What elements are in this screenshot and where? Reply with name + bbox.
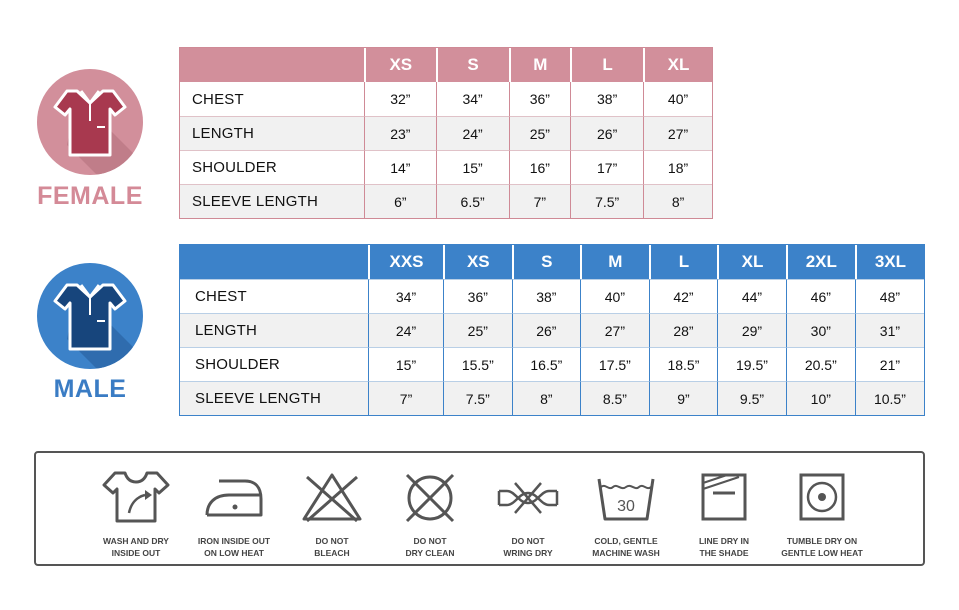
cell: 25”	[443, 313, 512, 347]
male-size-xs: XS	[443, 245, 512, 279]
cell: 8.5”	[580, 381, 649, 415]
cell: 8”	[643, 184, 712, 218]
cell: 46”	[786, 279, 855, 313]
cell: 27”	[643, 116, 712, 150]
male-badge	[37, 263, 143, 369]
cell: 7”	[509, 184, 571, 218]
polo-shirt-icon	[37, 263, 143, 369]
cell: 19.5”	[717, 347, 786, 381]
male-size-s: S	[512, 245, 581, 279]
row-label: SLEEVE LENGTH	[180, 184, 364, 218]
cell: 27”	[580, 313, 649, 347]
row-label: LENGTH	[180, 313, 368, 347]
cell: 42”	[649, 279, 718, 313]
cell: 30”	[786, 313, 855, 347]
line-dry-shade-icon	[689, 469, 759, 525]
female-size-m: M	[509, 48, 571, 82]
care-item-line-dry-shade	[676, 469, 772, 559]
male-label: MALE	[53, 375, 127, 403]
male-row-chest	[180, 279, 924, 313]
cell: 40”	[643, 82, 712, 116]
male-header-row	[180, 245, 924, 279]
tumble-dry-low-icon	[787, 469, 857, 525]
male-row-length	[180, 313, 924, 347]
row-label: SHOULDER	[180, 150, 364, 184]
male-size-table	[179, 244, 925, 416]
iron-low-heat-icon	[199, 469, 269, 525]
care-item-no-wring	[480, 469, 576, 559]
care-label: IRON INSIDE OUT ON LOW HEAT	[197, 536, 271, 558]
cell: 9”	[649, 381, 718, 415]
row-label: LENGTH	[180, 116, 364, 150]
cell: 36”	[509, 82, 571, 116]
cell: 36”	[443, 279, 512, 313]
cell: 28”	[649, 313, 718, 347]
row-label: SLEEVE LENGTH	[180, 381, 368, 415]
female-corner-cell	[180, 48, 364, 82]
cell: 32”	[364, 82, 436, 116]
machine-wash-30-icon	[591, 469, 661, 525]
care-item-machine-wash	[578, 469, 674, 559]
cell: 24”	[436, 116, 509, 150]
male-size-xl: XL	[717, 245, 786, 279]
care-label: TUMBLE DRY ON GENTLE LOW HEAT	[781, 536, 863, 558]
cell: 26”	[570, 116, 643, 150]
do-not-bleach-icon	[297, 469, 367, 525]
cell: 38”	[570, 82, 643, 116]
cell: 25”	[509, 116, 571, 150]
cell: 38”	[512, 279, 581, 313]
care-label: DO NOT DRY CLEAN	[405, 536, 455, 558]
row-label: CHEST	[180, 82, 364, 116]
cell: 7.5”	[570, 184, 643, 218]
female-row-length	[180, 116, 712, 150]
row-label: SHOULDER	[180, 347, 368, 381]
male-row-sleeve-length	[180, 381, 924, 415]
cell: 44”	[717, 279, 786, 313]
care-label: WASH AND DRY INSIDE OUT	[103, 536, 169, 558]
male-size-l: L	[649, 245, 718, 279]
cell: 29”	[717, 313, 786, 347]
cell: 17”	[570, 150, 643, 184]
care-label: DO NOT BLEACH	[314, 536, 350, 558]
cell: 7.5”	[443, 381, 512, 415]
cell: 15”	[436, 150, 509, 184]
cell: 14”	[364, 150, 436, 184]
care-item-tumble-dry	[774, 469, 870, 559]
wash-inside-out-icon	[101, 469, 171, 525]
cell: 48”	[855, 279, 924, 313]
cell: 15.5”	[443, 347, 512, 381]
female-row-chest	[180, 82, 712, 116]
female-size-s: S	[436, 48, 509, 82]
care-item-iron	[186, 469, 282, 559]
cell: 8”	[512, 381, 581, 415]
cell: 34”	[368, 279, 443, 313]
care-item-wash-inside-out	[88, 469, 184, 559]
cell: 6.5”	[436, 184, 509, 218]
cell: 31”	[855, 313, 924, 347]
cell: 34”	[436, 82, 509, 116]
male-size-m: M	[580, 245, 649, 279]
cell: 21”	[855, 347, 924, 381]
cell: 23”	[364, 116, 436, 150]
male-size-3xl: 3XL	[855, 245, 924, 279]
row-label: CHEST	[180, 279, 368, 313]
care-label: DO NOT WRING DRY	[503, 536, 553, 558]
care-label: LINE DRY IN THE SHADE	[698, 536, 750, 558]
care-label: COLD, GENTLE MACHINE WASH	[592, 536, 660, 558]
male-row-shoulder	[180, 347, 924, 381]
male-corner-cell	[180, 245, 368, 279]
cell: 6”	[364, 184, 436, 218]
female-size-table	[179, 47, 713, 219]
male-size-xxs: XXS	[368, 245, 443, 279]
cell: 26”	[512, 313, 581, 347]
cell: 15”	[368, 347, 443, 381]
cell: 20.5”	[786, 347, 855, 381]
female-label: FEMALE	[37, 182, 143, 210]
care-instructions-panel	[34, 451, 925, 566]
cell: 18”	[643, 150, 712, 184]
female-size-xl: XL	[643, 48, 712, 82]
cell: 18.5”	[649, 347, 718, 381]
cell: 10.5”	[855, 381, 924, 415]
female-size-l: L	[570, 48, 643, 82]
cell: 17.5”	[580, 347, 649, 381]
female-row-sleeve-length	[180, 184, 712, 218]
female-size-xs: XS	[364, 48, 436, 82]
male-size-2xl: 2XL	[786, 245, 855, 279]
female-header-row	[180, 48, 712, 82]
do-not-dry-clean-icon	[395, 469, 465, 525]
cell: 16”	[509, 150, 571, 184]
polo-shirt-icon	[37, 69, 143, 175]
cell: 9.5”	[717, 381, 786, 415]
female-badge	[37, 69, 143, 175]
female-row-shoulder	[180, 150, 712, 184]
do-not-wring-icon	[493, 469, 563, 525]
cell: 24”	[368, 313, 443, 347]
cell: 40”	[580, 279, 649, 313]
wash-temperature: 30	[617, 498, 635, 515]
care-item-no-bleach	[284, 469, 380, 559]
cell: 16.5”	[512, 347, 581, 381]
cell: 10”	[786, 381, 855, 415]
care-item-no-dry-clean	[382, 469, 478, 559]
cell: 7”	[368, 381, 443, 415]
